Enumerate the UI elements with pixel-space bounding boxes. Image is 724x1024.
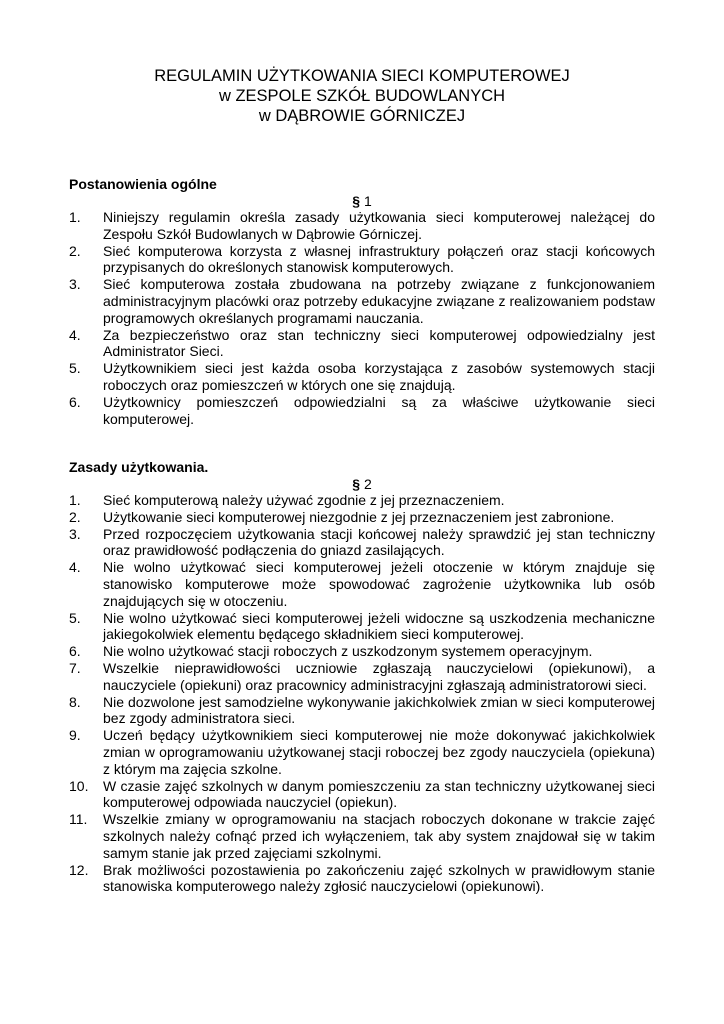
item-text: Wszelkie zmiany w oprogramowaniu na stacjach roboczych dokonane w trakcie zajęć szkolnych należy cofnąć przed ich wyłączeniem, tak aby system znajdował się w takim samym stanie jak przed zajęciami szkolnymi. <box>103 811 655 861</box>
section-general-provisions <box>69 176 655 427</box>
list-item <box>69 276 655 326</box>
section-heading: Zasady użytkowania. <box>69 459 209 475</box>
list-item <box>69 394 655 428</box>
list-item <box>69 509 655 526</box>
item-number: 1. <box>69 492 81 508</box>
item-text: Sieć komputerowa została zbudowana na potrzeby związane z funkcjonowaniem administracyjnym placówki oraz potrzeby edukacyjne związane z realizowaniem podstaw programowych określanych programami nauczania. <box>103 276 655 326</box>
item-number: 1. <box>69 209 81 225</box>
item-text: Wszelkie nieprawidłowości uczniowie zgłaszają nauczycielowi (opiekunowi), a nauczyciele (opiekuni) oraz pracownicy administracyjni zgłaszają administratorowi sieci. <box>103 659 655 693</box>
item-text: Niniejszy regulamin określa zasady użytkowania sieci komputerowej należącej do Zespołu Szkół Budowlanych w Dąbrowie Górniczej. <box>103 209 655 242</box>
rules-list <box>69 492 655 895</box>
item-number: 3. <box>69 525 81 542</box>
title-line-1: REGULAMIN UŻYTKOWANIA SIECI KOMPUTEROWEJ <box>154 67 570 85</box>
item-text: W czasie zajęć szkolnych w danym pomieszczeniu za stan techniczny użytkowanej sieci komputerowej odpowiada nauczyciel (opiekun). <box>103 777 655 811</box>
paragraph-marker <box>69 476 655 493</box>
item-text: Sieć komputerowa korzysta z własnej infrastruktury połączeń oraz stacji końcowych przypisanych do określonych stanowisk komputerowych. <box>103 242 655 276</box>
list-item <box>69 610 655 644</box>
section-usage-rules <box>69 459 655 895</box>
item-text: Uczeń będący użytkownikiem sieci komputerowej nie może dokonywać jakichkolwiek zmian w oprogramowaniu użytkowanej stacji roboczej bez zgody nauczyciela (opiekuna) z którym ma zajęcia szkolne. <box>103 727 655 777</box>
paragraph-number: 1 <box>363 192 372 209</box>
list-item <box>69 811 655 861</box>
item-number: 12. <box>69 861 89 878</box>
item-text: Brak możliwości pozostawienia po zakończeniu zajęć szkolnych w prawidłowym stanie stanowiska komputerowego należy zgłosić nauczycielowi (opiekunowi). <box>103 861 655 895</box>
item-number: 6. <box>69 643 81 660</box>
list-item <box>69 727 655 777</box>
list-item <box>69 492 655 509</box>
list-item <box>69 559 655 609</box>
item-text: Użytkowanie sieci komputerowej niezgodnie z jej przeznaczeniem jest zabronione. <box>103 508 615 525</box>
item-number: 6. <box>69 393 81 410</box>
item-number: 7. <box>69 659 81 676</box>
list-item <box>69 526 655 560</box>
paragraph-symbol: § <box>352 475 361 492</box>
item-number: 5. <box>69 360 81 377</box>
section-heading: Postanowienia ogólne <box>69 176 217 192</box>
item-number: 3. <box>69 276 81 293</box>
list-item <box>69 643 655 660</box>
item-number: 2. <box>69 242 81 259</box>
list-item <box>69 778 655 812</box>
item-text: Użytkownikiem sieci jest każda osoba korzystająca z zasobów systemowych stacji roboczych oraz pomieszczeń w których one się znajdują. <box>103 360 655 393</box>
item-number: 4. <box>69 559 81 576</box>
item-text: Za bezpieczeństwo oraz stan techniczny sieci komputerowej odpowiedzialny jest Administrator Sieci. <box>103 326 655 360</box>
title-line-2: w ZESPOLE SZKÓŁ BUDOWLANYCH <box>218 87 506 105</box>
item-number: 8. <box>69 693 81 710</box>
list-item <box>69 862 655 896</box>
item-number: 10. <box>69 777 89 794</box>
list-item <box>69 660 655 694</box>
item-number: 5. <box>69 609 81 626</box>
provisions-list <box>69 209 655 427</box>
list-item <box>69 243 655 277</box>
list-item <box>69 209 655 243</box>
list-item <box>69 360 655 394</box>
item-text: Nie wolno użytkować sieci komputerowej jeżeli widoczne są uszkodzenia mechaniczne jakiegokolwiek elementu będącego składnikiem sieci komputerowej. <box>103 609 655 643</box>
document-title <box>0 66 724 126</box>
list-item <box>69 327 655 361</box>
item-number: 4. <box>69 326 81 343</box>
item-text: Użytkownicy pomieszczeń odpowiedzialni są za właściwe użytkowanie sieci komputerowej. <box>103 393 655 427</box>
item-text: Nie wolno użytkować sieci komputerowej jeżeli otoczenie w którym znajduje się stanowisko komputerowe może spowodować zagrożenie użytkownika lub osób znajdujących się w otoczeniu. <box>103 559 655 609</box>
paragraph-symbol: § <box>352 192 361 209</box>
paragraph-number: 2 <box>363 475 372 492</box>
item-number: 2. <box>69 508 81 525</box>
item-number: 11. <box>69 811 88 828</box>
title-line-3: w DĄBROWIE GÓRNICZEJ <box>258 107 466 125</box>
item-text: Nie wolno użytkować stacji roboczych z uszkodzonym systemem operacyjnym. <box>103 643 593 660</box>
paragraph-marker <box>69 193 655 210</box>
list-item <box>69 694 655 728</box>
item-text: Sieć komputerową należy używać zgodnie z jej przeznaczeniem. <box>103 492 505 508</box>
item-text: Nie dozwolone jest samodzielne wykonywanie jakichkolwiek zmian w sieci komputerowej bez zgody administratora sieci. <box>103 693 655 727</box>
item-number: 9. <box>69 727 81 744</box>
item-text: Przed rozpoczęciem użytkowania stacji końcowej należy sprawdzić jej stan techniczny oraz prawidłowość podłączenia do gniazd zasilających. <box>103 525 655 559</box>
